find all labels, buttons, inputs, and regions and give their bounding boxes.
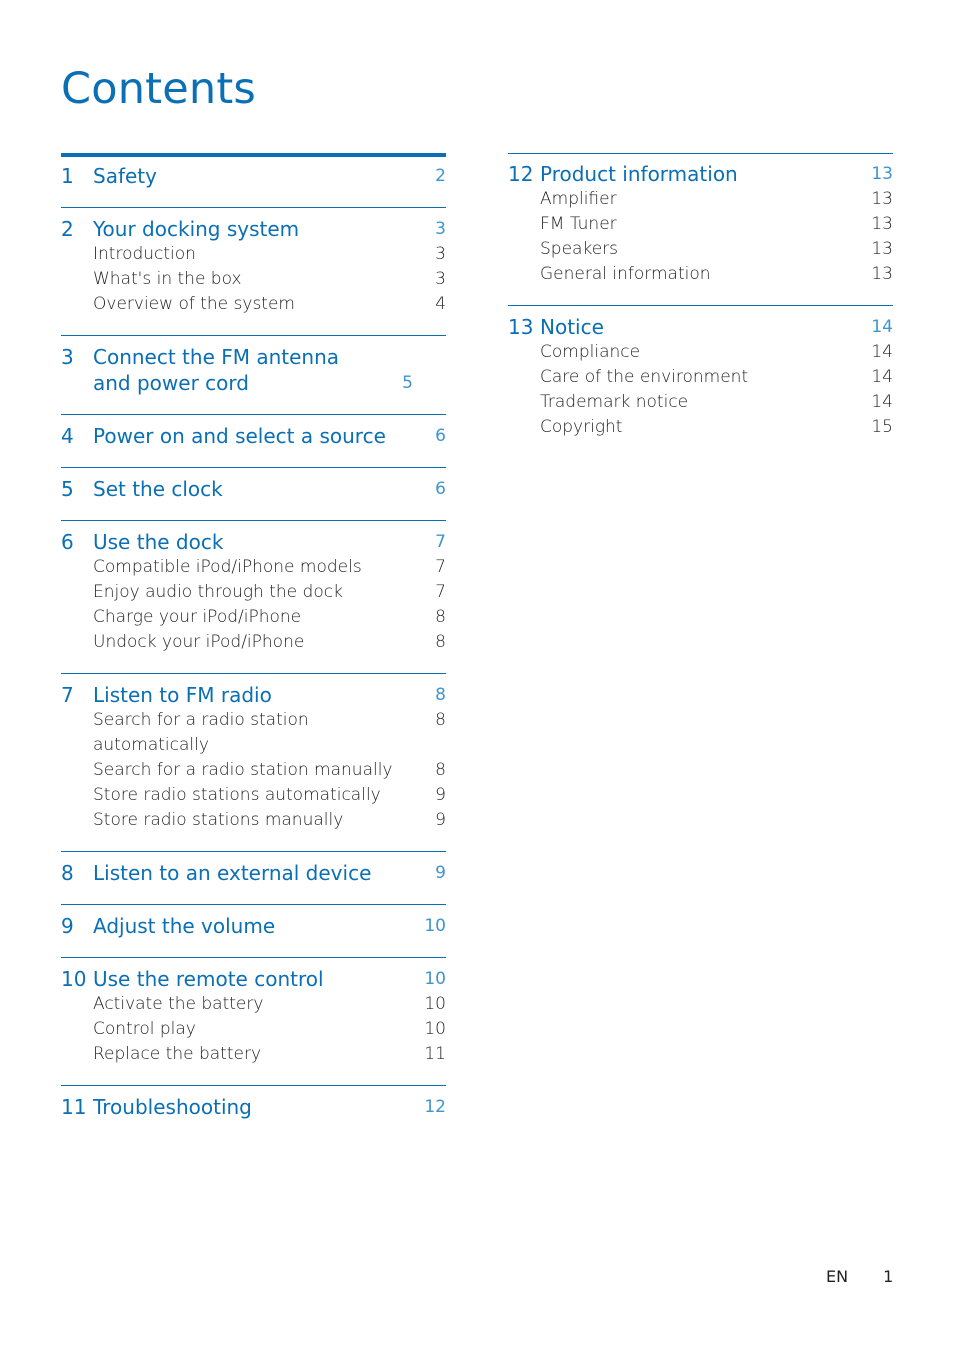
toc-entry[interactable]: [61, 580, 446, 605]
toc-section-heading[interactable]: [508, 161, 893, 187]
entry-title: Compatible iPod/iPhone models: [93, 557, 362, 577]
toc-entry[interactable]: [508, 415, 893, 440]
section-number: 8: [61, 861, 74, 885]
entry-page: 13: [871, 214, 893, 234]
section-page: 5: [402, 373, 413, 393]
entry-page: 10: [424, 1019, 446, 1039]
toc-entry[interactable]: [508, 262, 893, 287]
section-number: 1: [61, 164, 74, 188]
entry-title: Undock your iPod/iPhone: [93, 632, 305, 652]
toc-entry[interactable]: [61, 555, 446, 580]
entry-title: Compliance: [540, 342, 641, 362]
toc-section: [61, 153, 446, 207]
toc-right-column: [508, 153, 893, 458]
entry-page: 7: [435, 557, 446, 577]
section-page: 2: [435, 166, 446, 186]
entry-title: Store radio stations automatically: [93, 785, 381, 805]
entry-title: FM Tuner: [540, 214, 617, 234]
entry-page: 3: [435, 269, 446, 289]
toc-entry[interactable]: [508, 187, 893, 212]
toc-section-heading[interactable]: [61, 913, 446, 939]
section-title: Safety: [93, 164, 157, 188]
toc-entry[interactable]: [508, 237, 893, 262]
entry-title: Charge your iPod/iPhone: [93, 607, 302, 627]
toc-section: [61, 207, 446, 335]
page-footer: [826, 1267, 893, 1286]
entry-title: General information: [540, 264, 711, 284]
section-number: 13: [508, 315, 534, 339]
toc-section: [61, 957, 446, 1085]
section-page: 6: [435, 426, 446, 446]
toc-section-heading[interactable]: [61, 1094, 446, 1120]
entry-page: 4: [435, 294, 446, 314]
section-title: Product information: [540, 162, 738, 186]
entry-title: Amplifier: [540, 189, 617, 209]
toc-section: [61, 414, 446, 467]
entry-page: 8: [435, 632, 446, 652]
section-page: 8: [435, 685, 446, 705]
section-number: 9: [61, 914, 74, 938]
section-title: Adjust the volume: [93, 914, 276, 938]
entry-title: Care of the environment: [540, 367, 749, 387]
page-title: Contents: [61, 64, 257, 114]
entry-page: 9: [435, 785, 446, 805]
toc-section-heading[interactable]: [61, 344, 446, 396]
entry-title: What's in the box: [93, 269, 242, 289]
toc-entry[interactable]: [61, 292, 446, 317]
toc-section: [61, 904, 446, 957]
toc-entry[interactable]: [61, 808, 446, 833]
section-number: 6: [61, 530, 74, 554]
entry-page: 10: [424, 994, 446, 1014]
entry-page: 13: [871, 264, 893, 284]
entry-page: 13: [871, 239, 893, 259]
entry-page: 7: [435, 582, 446, 602]
toc-entry[interactable]: [508, 212, 893, 237]
toc-entry[interactable]: [61, 758, 446, 783]
section-number: 2: [61, 217, 74, 241]
section-page: 3: [435, 219, 446, 239]
entry-page: 8: [435, 607, 446, 627]
entry-page: 11: [424, 1044, 446, 1064]
toc-entry[interactable]: [508, 340, 893, 365]
section-number: 7: [61, 683, 74, 707]
toc-section: [61, 673, 446, 851]
toc-entry[interactable]: [508, 365, 893, 390]
toc-entry[interactable]: [61, 783, 446, 808]
toc-section-heading[interactable]: [508, 314, 893, 340]
toc-section: [61, 520, 446, 673]
section-title: Listen to an external device: [93, 861, 372, 885]
section-title: Use the remote control: [93, 967, 324, 991]
section-number: 11: [61, 1095, 87, 1119]
toc-section-heading[interactable]: [61, 476, 446, 502]
entry-title: Speakers: [540, 239, 619, 259]
toc-section: [508, 153, 893, 305]
entry-title: Enjoy audio through the dock: [93, 582, 343, 602]
entry-title: Activate the battery: [93, 994, 264, 1014]
entry-page: 15: [871, 417, 893, 437]
section-title: Set the clock: [93, 477, 223, 501]
entry-page: 3: [435, 244, 446, 264]
toc-entry[interactable]: [61, 605, 446, 630]
section-number: 5: [61, 477, 74, 501]
footer-language: EN: [826, 1267, 849, 1286]
section-page: 7: [435, 532, 446, 552]
section-title: Use the dock: [93, 530, 224, 554]
entry-page: 8: [435, 710, 446, 730]
toc-entry[interactable]: [61, 267, 446, 292]
entry-title: Overview of the system: [93, 294, 295, 314]
toc-section: [61, 1085, 446, 1138]
section-page: 14: [871, 317, 893, 337]
toc-section: [508, 305, 893, 458]
section-number: 10: [61, 967, 87, 991]
section-number: 4: [61, 424, 74, 448]
toc-section-heading[interactable]: [61, 216, 446, 242]
toc-section-heading[interactable]: [61, 423, 446, 449]
toc-entry[interactable]: [61, 1042, 446, 1067]
toc-section: [61, 467, 446, 520]
section-page: 10: [424, 969, 446, 989]
section-page: 10: [424, 916, 446, 936]
entry-title: Trademark notice: [540, 392, 689, 412]
section-page: 9: [435, 863, 446, 883]
entry-title: Replace the battery: [93, 1044, 261, 1064]
section-page: 12: [424, 1097, 446, 1117]
section-title: Listen to FM radio: [93, 683, 272, 707]
section-title: Notice: [540, 315, 604, 339]
section-page: 13: [871, 164, 893, 184]
toc-entry[interactable]: [61, 708, 446, 758]
entry-page: 8: [435, 760, 446, 780]
entry-page: 14: [871, 392, 893, 412]
toc-section-heading[interactable]: [61, 860, 446, 886]
entry-title: Store radio stations manually: [93, 810, 344, 830]
entry-title: Introduction: [93, 244, 196, 264]
entry-title: Search for a radio station automatically: [93, 710, 309, 755]
toc-entry[interactable]: [61, 1017, 446, 1042]
toc-left-column: [61, 153, 446, 1138]
section-title: Troubleshooting: [93, 1095, 252, 1119]
entry-title: Control play: [93, 1019, 196, 1039]
toc-section-heading[interactable]: [61, 529, 446, 555]
footer-page-number: 1: [883, 1267, 894, 1286]
toc-section-heading[interactable]: [61, 966, 446, 992]
section-title: Power on and select a source: [93, 424, 386, 448]
entry-page: 9: [435, 810, 446, 830]
toc-section: [61, 851, 446, 904]
entry-page: 13: [871, 189, 893, 209]
toc-section-heading[interactable]: [61, 682, 446, 708]
section-number: 3: [61, 345, 74, 369]
toc-entry[interactable]: [61, 242, 446, 267]
section-title: Connect the FM antenna and power cord: [93, 345, 340, 395]
entry-page: 14: [871, 342, 893, 362]
entry-title: Copyright: [540, 417, 623, 437]
toc-entry[interactable]: [61, 630, 446, 655]
toc-section: [61, 335, 446, 414]
toc-entry[interactable]: [61, 992, 446, 1017]
entry-page: 14: [871, 367, 893, 387]
section-title: Your docking system: [93, 217, 300, 241]
toc-entry[interactable]: [508, 390, 893, 415]
section-page: 6: [435, 479, 446, 499]
entry-title: Search for a radio station manually: [93, 760, 393, 780]
toc-section-heading[interactable]: [61, 163, 446, 189]
section-number: 12: [508, 162, 534, 186]
